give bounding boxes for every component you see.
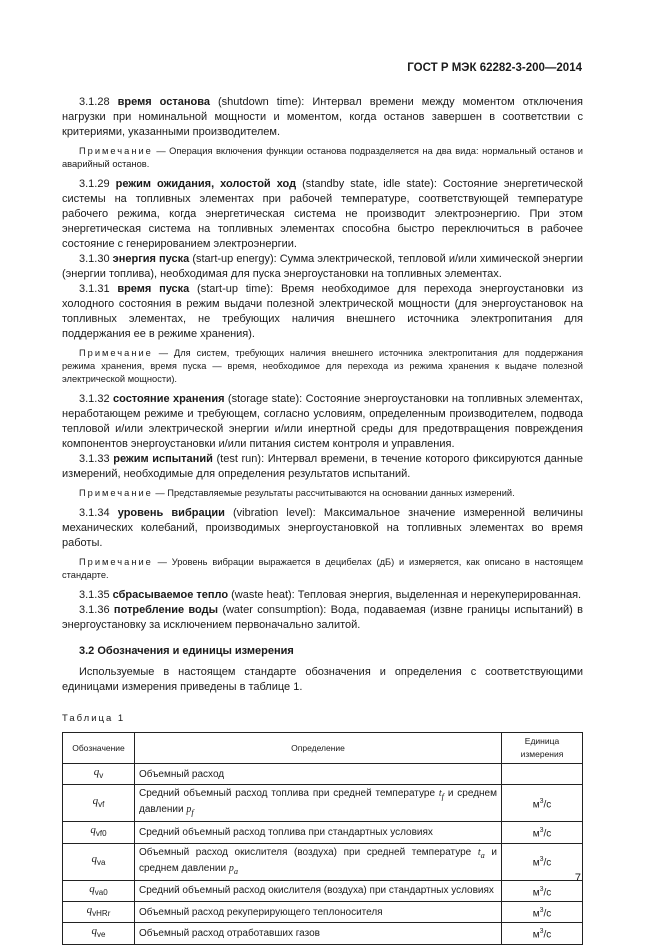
definition-cell: Объемный расход — [135, 764, 502, 785]
symbol-cell: $q_{vf}$ — [63, 785, 135, 822]
note — [62, 145, 583, 171]
definition-text: (start-up time): Время необходимое для перехода энергоустановки из холодного состояния в режим выдачи полезной электрической мощности (для энергоустановок на топливных элементах, не требующих наличия внешнего источника электропитания для поддержания ее в режиме хранения). — [62, 283, 584, 340]
definition-text: (standby state, idle state): Состояние энергетической системы на топливных элементах при рабочей температуре, соответствующей температуре рабочего режима, когда энергетическая система не производит электроэнергию. При этом энергетическая система на топливных элементах способна быстро переключиться в рабочее состояние с генерированием электроэнергии. — [62, 178, 583, 250]
table-body — [63, 764, 583, 945]
definition-term: время останова — [117, 96, 210, 108]
definition-term: режим ожидания, холостой ход — [115, 178, 297, 190]
table-caption: Таблица 1 — [62, 713, 126, 724]
definition-text: (vibration level): Максимальное значение измеренной величины механических колебаний, производимых энергоустановкой на топливных элементах во время работы. — [62, 507, 583, 549]
symbol-cell: $q_{va}$ — [63, 843, 135, 880]
definition-number: 3.1.30 — [79, 253, 110, 265]
table-row — [63, 822, 583, 843]
definition-text: (shutdown time): Интервал времени между моментом отключения нагрузки при номинальной мощности и моментом, когда останов завершен в соответствии с критериями, указанными производителем. — [62, 96, 583, 138]
definitions-list — [62, 95, 583, 633]
definition-number: 3.1.33 — [79, 453, 110, 465]
definition-term: энергия пуска — [112, 253, 190, 265]
definition-cell: Средний объемный расход окислителя (воздуха) при стандартных условиях — [135, 880, 502, 901]
definition-number: 3.1.29 — [79, 178, 110, 190]
definition-term: состояние хранения — [113, 393, 225, 405]
table-row — [63, 785, 583, 822]
unit-cell: $м^3/с$ — [502, 843, 583, 880]
definition-text: (waste heat): Тепловая энергия, выделенная и нерекуперированная. — [228, 589, 582, 601]
definition-3-1-28 — [62, 95, 583, 140]
symbol-cell: $q_{vf0}$ — [63, 822, 135, 843]
definition-text: (water consumption): Вода, подаваемая (извне границы испытаний) в энергоустановку за исключением первоначально залитой. — [62, 604, 583, 631]
header-symbol: Обозначение — [63, 733, 135, 764]
unit-cell: $м^3/с$ — [502, 785, 583, 822]
unit-cell — [502, 764, 583, 785]
symbols-table — [62, 732, 583, 945]
note-label: Примечание — [79, 146, 153, 156]
definition-number: 3.1.35 — [79, 589, 110, 601]
note — [62, 347, 583, 386]
note-label: Примечание — [79, 557, 153, 567]
definition-3-1-30 — [62, 252, 583, 282]
unit-cell: $м^3/с$ — [502, 822, 583, 843]
table-row — [63, 901, 583, 922]
note-text: — Операция включения функции останова подразделяется на два вида: нормальный останов и аварийный останов. — [62, 146, 583, 169]
definition-number: 3.1.28 — [79, 96, 110, 108]
page-number: 7 — [574, 872, 581, 884]
section-intro: Используемые в настоящем стандарте обозначения и определения с соответствующими единицами измерения приведены в таблице 1. — [62, 666, 583, 693]
definition-cell: Средний объемный расход топлива при стандартных условиях — [135, 822, 502, 843]
note-text: — Представляемые результаты рассчитываются на основании данных измерений. — [152, 488, 515, 498]
definition-text: (storage state): Состояние энергоустановки на топливных элементах, неработающем режиме и требующем, согласно условиям, определенным производителем, подвода тепловой и/или электрической энергии и/или инертной среды для предотвращения повреждения компонентов энергоустановки и/или питания систем контроля и управления. — [62, 393, 584, 450]
note — [62, 556, 583, 582]
definition-number: 3.1.31 — [79, 283, 110, 295]
definition-3-1-36 — [62, 603, 583, 633]
definition-number: 3.1.36 — [79, 604, 110, 616]
document-body — [62, 95, 583, 945]
note — [62, 487, 583, 500]
symbol-cell: $q_v$ — [63, 764, 135, 785]
definition-number: 3.1.34 — [79, 507, 110, 519]
unit-cell: $м^3/с$ — [502, 901, 583, 922]
definition-term: уровень вибрации — [117, 507, 225, 519]
definition-cell: Объемный расход отработавших газов — [135, 923, 502, 944]
symbol-cell: $q_{va0}$ — [63, 880, 135, 901]
definition-text: (start-up energy): Сумма электрической, тепловой и/или химической энергии (энергии топлива), необходимая для пуска энергоустановки на топливных элементах. — [62, 253, 583, 280]
symbol-cell: $q_{vHRr}$ — [63, 901, 135, 922]
note-label: Примечание — [79, 488, 153, 498]
section-title: 3.2 Обозначения и единицы измерения — [79, 645, 294, 657]
definition-text: (test run): Интервал времени, в течение которого фиксируются данные измерений, необходимые для определения результатов испытаний. — [62, 453, 583, 480]
definition-cell: Объемный расход рекуперирующего теплоносителя — [135, 901, 502, 922]
definition-3-1-32 — [62, 392, 583, 452]
note-label: Примечание — [79, 348, 153, 358]
definition-term: сбрасываемое тепло — [112, 589, 229, 601]
definition-term: время пуска — [117, 283, 190, 295]
table-row — [63, 923, 583, 944]
definition-3-1-33 — [62, 452, 583, 482]
standard-header: ГОСТ Р МЭК 62282-3-200—2014 — [407, 62, 582, 74]
definition-3-1-35 — [62, 588, 583, 603]
definition-term: потребление воды — [113, 604, 218, 616]
table-row — [63, 880, 583, 901]
definition-number: 3.1.32 — [79, 393, 110, 405]
definition-term: режим испытаний — [113, 453, 213, 465]
definition-cell: Объемный расход окислителя (воздуха) при средней температуре $t_a$ и среднем давлении $p_a$ — [135, 843, 502, 880]
note-text: — Уровень вибрации выражается в децибелах (дБ) и измеряется, как описано в настоящем стандарте. — [62, 557, 583, 580]
header-definition: Определение — [135, 733, 502, 764]
header-unit: Единица измерения — [502, 733, 583, 764]
table-row — [63, 843, 583, 880]
definition-cell: Средний объемный расход топлива при средней температуре $t_f$ и среднем давлении $p_f$ — [135, 785, 502, 822]
table-row — [63, 764, 583, 785]
definition-3-1-29 — [62, 177, 583, 252]
unit-cell: $м^3/с$ — [502, 923, 583, 944]
definition-3-1-34 — [62, 506, 583, 551]
table-header-row — [63, 733, 583, 764]
unit-cell: $м^3/с$ — [502, 880, 583, 901]
note-text: — Для систем, требующих наличия внешнего источника электропитания для поддержания режима хранения, время пуска — время, необходимое для перехода из режима хранения к выдаче полезной электрической мощности). — [62, 348, 583, 384]
definition-3-1-31 — [62, 282, 583, 342]
symbol-cell: $q_{ve}$ — [63, 923, 135, 944]
